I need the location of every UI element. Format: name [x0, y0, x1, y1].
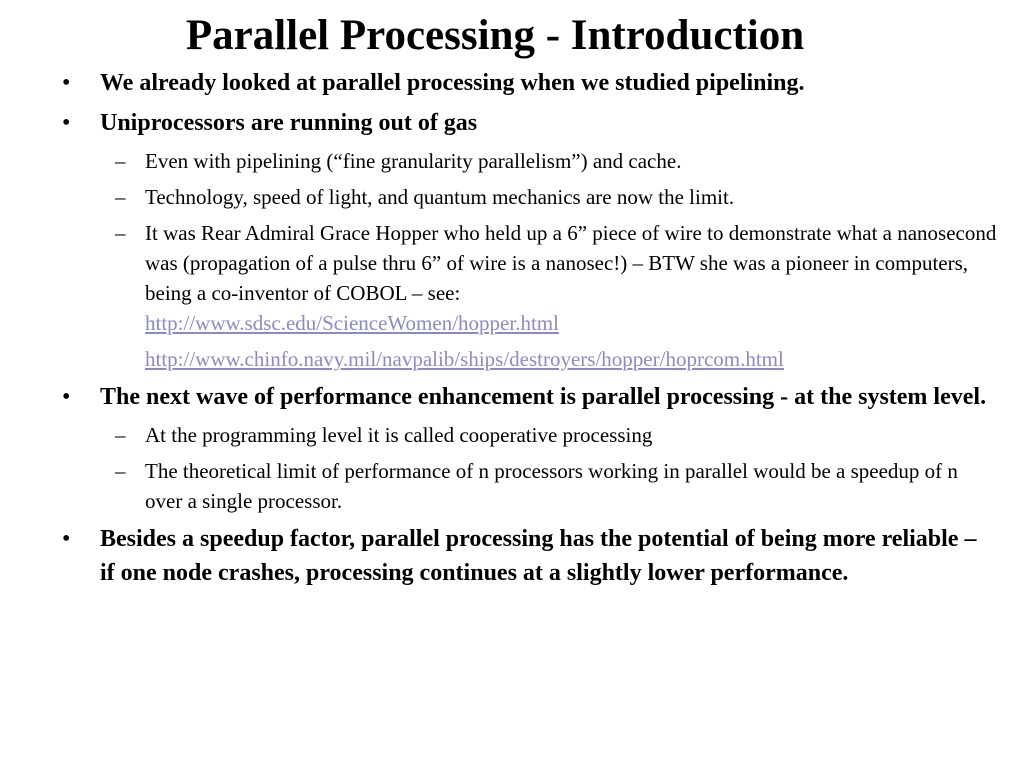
bullet-marker: •	[62, 526, 71, 552]
link-hopper-navy[interactable]: http://www.chinfo.navy.mil/navpalib/ships/destroyers/hopper/hoprcom.html	[145, 347, 784, 371]
bullet-pipelining	[62, 66, 995, 100]
subbullet-text: Even with pipelining (“fine granularity parallelism”) and cache.	[145, 149, 682, 173]
bullet-text: Besides a speedup factor, parallel processing has the potential of being more reliable – if one node crashes, processing continues at a slightly lower performance.	[100, 526, 977, 586]
dash-marker: –	[115, 221, 126, 245]
dash-marker: –	[115, 459, 126, 483]
subbullet-cooperative-processing	[115, 420, 1000, 450]
slide-content	[0, 66, 1024, 596]
bullet-uniprocessors	[62, 106, 995, 140]
dash-marker: –	[115, 149, 126, 173]
subbullet-theoretical-limit	[115, 456, 1000, 516]
bullet-text: The next wave of performance enhancement is parallel processing - at the system level.	[100, 384, 987, 410]
bullet-marker: •	[62, 384, 71, 410]
bullet-marker: •	[62, 70, 71, 96]
subbullet-text: It was Rear Admiral Grace Hopper who held up a 6” piece of wire to demonstrate what a nanosecond was (propagation of a pulse thru 6” of wire is a nanosec!) – BTW she was a pioneer in computers, being a co-inventor of COBOL – see:	[145, 221, 997, 305]
bullet-reliability	[62, 522, 995, 590]
link-paragraph	[145, 344, 1000, 374]
bullet-text: Uniprocessors are running out of gas	[100, 110, 478, 136]
subbullet-technology-limit	[115, 182, 1000, 212]
subbullet-pipelining-cache	[115, 146, 1000, 176]
link-hopper-sdsc[interactable]: http://www.sdsc.edu/ScienceWomen/hopper.html	[145, 311, 559, 335]
slide-title: Parallel Processing - Introduction	[185, 12, 805, 59]
bullet-next-wave	[62, 380, 995, 414]
dash-marker: –	[115, 423, 126, 447]
bullet-text: We already looked at parallel processing when we studied pipelining.	[100, 70, 805, 96]
dash-marker: –	[115, 185, 126, 209]
subbullet-text: At the programming level it is called cooperative processing	[145, 423, 653, 447]
subbullet-text: The theoretical limit of performance of n processors working in parallel would be a speedup of n over a single processor.	[145, 459, 958, 513]
bullet-marker: •	[62, 110, 71, 136]
subbullet-text: Technology, speed of light, and quantum mechanics are now the limit.	[145, 185, 735, 209]
subbullet-grace-hopper	[115, 218, 1000, 338]
